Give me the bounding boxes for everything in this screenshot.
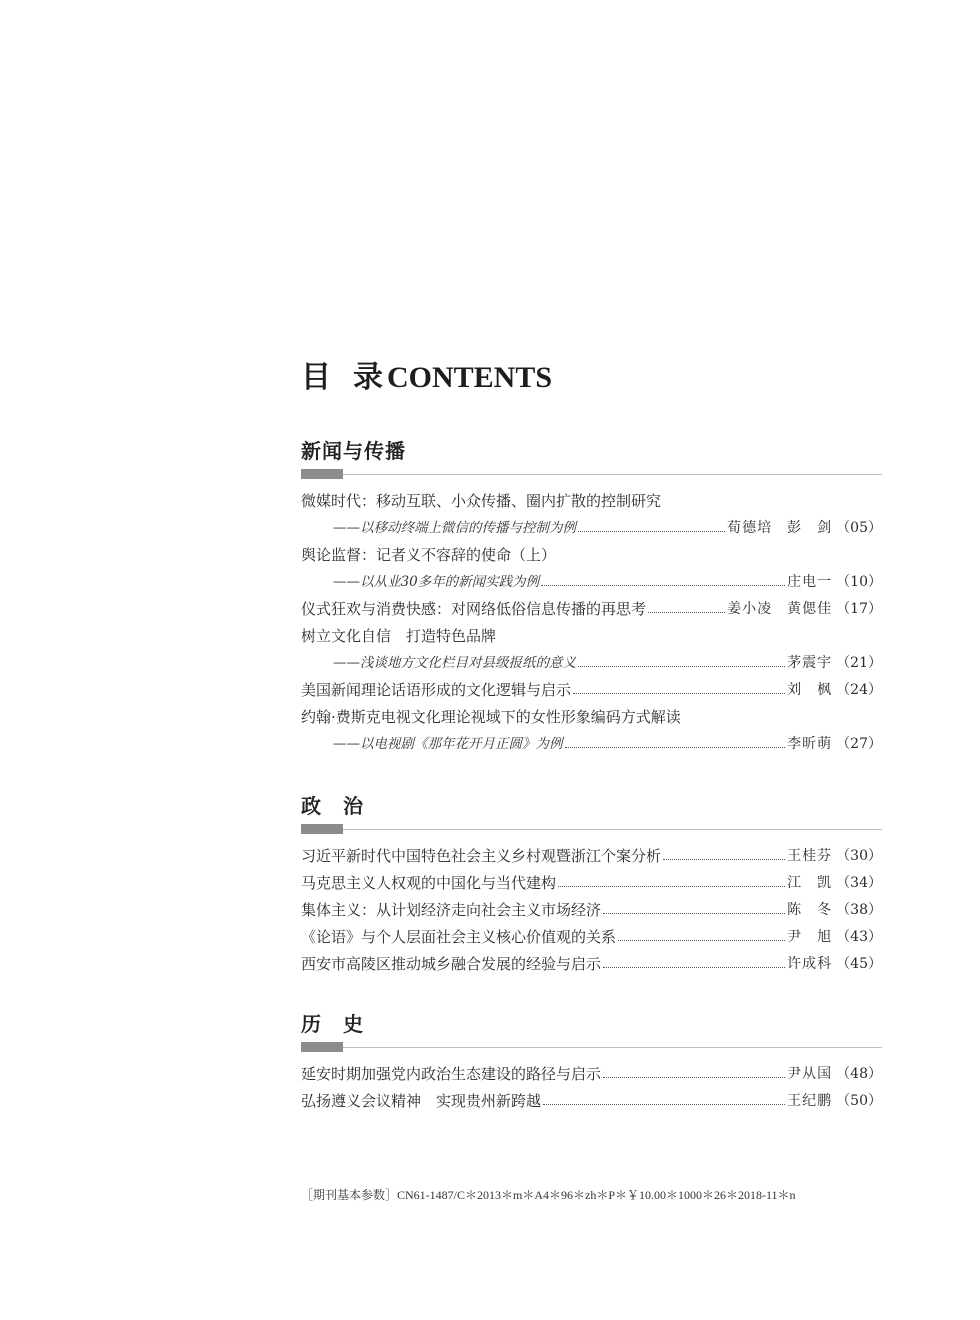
entry-list xyxy=(301,488,882,758)
toc-entry xyxy=(301,488,882,515)
section-politics xyxy=(301,791,882,978)
contents-title xyxy=(301,352,552,396)
toc-entry xyxy=(301,951,882,978)
dot-leader xyxy=(573,693,785,694)
toc-entry xyxy=(301,924,882,951)
entry-author: 庄电一 xyxy=(787,574,833,590)
dot-leader xyxy=(565,747,786,748)
entry-author: 江 凯 xyxy=(787,875,833,891)
dot-leader xyxy=(663,859,785,860)
section-rule xyxy=(301,1041,882,1055)
entry-list xyxy=(301,1061,882,1115)
section-rule xyxy=(301,823,882,837)
rule-line xyxy=(301,829,882,830)
dot-leader xyxy=(578,666,785,667)
dot-leader xyxy=(543,1104,785,1105)
rule-block xyxy=(301,469,343,479)
toc-entry xyxy=(301,677,882,704)
section-news-communication xyxy=(301,436,882,758)
entry-title: ——以从业30多年的新闻实践为例 xyxy=(333,574,540,590)
entry-author: 李昕萌 xyxy=(787,736,833,752)
section-history xyxy=(301,1009,882,1115)
entry-page: （48） xyxy=(836,1066,882,1082)
dot-leader xyxy=(603,913,785,914)
entry-author: 姜小凌 黄偲佳 xyxy=(727,601,833,617)
entry-title: 《论语》与个人层面社会主义核心价值观的关系 xyxy=(301,928,617,946)
entry-page: （17） xyxy=(836,601,882,617)
entry-title: 弘扬遵义会议精神 实现贵州新跨越 xyxy=(301,1092,542,1110)
toc-entry xyxy=(301,870,882,897)
toc-entry xyxy=(301,1088,882,1115)
title-cn-1: 目 xyxy=(301,361,331,394)
entry-title: ——浅谈地方文化栏目对县级报纸的意义 xyxy=(333,655,576,671)
toc-entry xyxy=(301,897,882,924)
entry-title: 树立文化自信 打造特色品牌 xyxy=(301,627,497,645)
dot-leader xyxy=(558,886,785,887)
section-heading: 新闻与传播 xyxy=(301,439,406,463)
dot-leader xyxy=(618,940,785,941)
entry-author: 尹 旭 xyxy=(787,929,833,945)
dot-leader xyxy=(578,531,725,532)
entry-author: 陈 冬 xyxy=(787,902,833,918)
toc-subtitle-entry xyxy=(301,731,882,758)
toc-entry xyxy=(301,623,882,650)
entry-title: 舆论监督：记者义不容辞的使命（上） xyxy=(301,546,557,564)
entry-page: （34） xyxy=(836,875,882,891)
journal-parameters: ［期刊基本参数］CN61-1487/C＊2013＊m＊A4＊96＊zh＊P＊￥10.00＊1000＊26＊2018-11＊n xyxy=(301,1188,796,1202)
entry-page: （10） xyxy=(836,574,882,590)
toc-entry xyxy=(301,542,882,569)
entry-page: （45） xyxy=(836,956,882,972)
entry-title: 马克思主义人权观的中国化与当代建构 xyxy=(301,874,557,892)
title-en: CONTENTS xyxy=(387,361,553,394)
section-rule xyxy=(301,468,882,482)
title-cn-2: 录 xyxy=(353,361,383,394)
entry-title: 仪式狂欢与消费快感：对网络低俗信息传播的再思考 xyxy=(301,600,647,618)
entry-title: 集体主义：从计划经济走向社会主义市场经济 xyxy=(301,901,602,919)
dot-leader xyxy=(541,585,785,586)
dot-leader xyxy=(603,1077,785,1078)
entry-title: 约翰·费斯克电视文化理论视域下的女性形象编码方式解读 xyxy=(301,708,681,726)
toc-entry xyxy=(301,596,882,623)
dot-leader xyxy=(648,612,725,613)
entry-page: （05） xyxy=(836,520,882,536)
toc-entry xyxy=(301,1061,882,1088)
entry-title: 西安市高陵区推动城乡融合发展的经验与启示 xyxy=(301,955,602,973)
entry-title: ——以移动终端上微信的传播与控制为例 xyxy=(333,520,576,536)
entry-page: （38） xyxy=(836,902,882,918)
section-heading: 政 治 xyxy=(301,794,364,818)
entry-author: 王桂芬 xyxy=(787,848,833,864)
entry-page: （30） xyxy=(836,848,882,864)
entry-list xyxy=(301,843,882,978)
entry-author: 茅震宇 xyxy=(787,655,833,671)
rule-line xyxy=(301,1047,882,1048)
toc-subtitle-entry xyxy=(301,569,882,596)
entry-title: 延安时期加强党内政治生态建设的路径与启示 xyxy=(301,1065,602,1083)
toc-subtitle-entry xyxy=(301,515,882,542)
entry-title: 微媒时代：移动互联、小众传播、圈内扩散的控制研究 xyxy=(301,492,662,510)
entry-page: （43） xyxy=(836,929,882,945)
toc-entry xyxy=(301,704,882,731)
entry-page: （24） xyxy=(836,682,882,698)
entry-author: 许成科 xyxy=(787,956,833,972)
entry-page: （50） xyxy=(836,1093,882,1109)
toc-subtitle-entry xyxy=(301,650,882,677)
entry-title: 习近平新时代中国特色社会主义乡村观暨浙江个案分析 xyxy=(301,847,662,865)
entry-page: （27） xyxy=(836,736,882,752)
dot-leader xyxy=(603,967,785,968)
section-heading: 历 史 xyxy=(301,1012,364,1036)
entry-page: （21） xyxy=(836,655,882,671)
entry-title: ——以电视剧《那年花开月正圆》为例 xyxy=(333,736,563,752)
rule-line xyxy=(301,474,882,475)
entry-author: 王纪鹏 xyxy=(787,1093,833,1109)
entry-author: 刘 枫 xyxy=(787,682,833,698)
entry-author: 荀德培 彭 剑 xyxy=(727,520,833,536)
entry-author: 尹从国 xyxy=(787,1066,833,1082)
rule-block xyxy=(301,1042,343,1052)
toc-entry xyxy=(301,843,882,870)
rule-block xyxy=(301,824,343,834)
entry-title: 美国新闻理论话语形成的文化逻辑与启示 xyxy=(301,681,572,699)
